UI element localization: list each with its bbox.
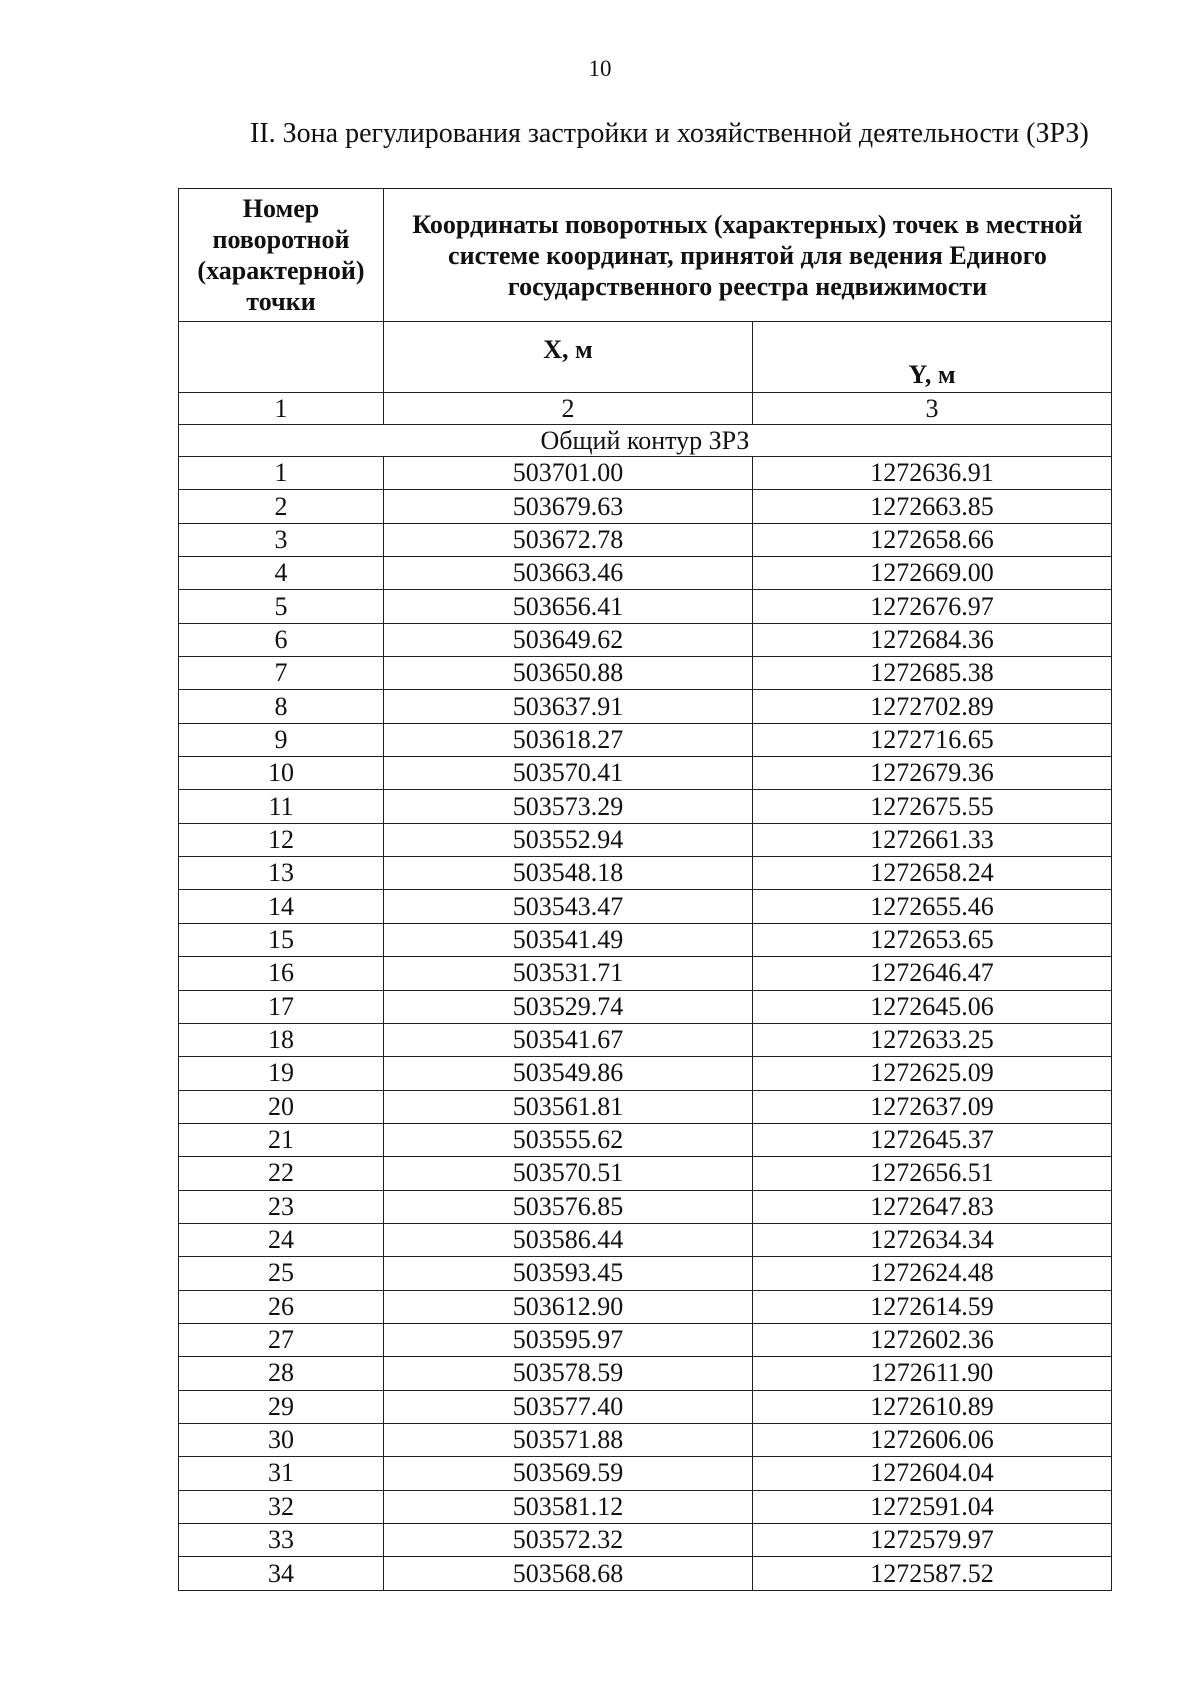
point-number-cell: 23 — [179, 1190, 384, 1223]
table-row — [179, 690, 1112, 723]
x-coordinate-cell: 503570.41 — [384, 757, 753, 790]
y-coordinate-cell: 1272625.09 — [753, 1057, 1112, 1090]
y-coordinate-cell: 1272633.25 — [753, 1023, 1112, 1056]
y-coordinate-cell: 1272610.89 — [753, 1390, 1112, 1423]
table-row — [179, 957, 1112, 990]
y-coordinate-cell: 1272679.36 — [753, 757, 1112, 790]
table-row — [179, 457, 1112, 490]
table-row — [179, 823, 1112, 856]
x-coordinate-cell: 503561.81 — [384, 1090, 753, 1123]
table-row — [179, 1057, 1112, 1090]
table-row — [179, 1190, 1112, 1223]
y-coordinate-cell: 1272685.38 — [753, 657, 1112, 690]
y-coordinate-cell: 1272604.04 — [753, 1457, 1112, 1490]
point-number-cell: 13 — [179, 857, 384, 890]
table-subheader-row — [179, 322, 1112, 393]
header-x: X, м — [384, 322, 753, 393]
point-number-cell: 15 — [179, 923, 384, 956]
point-number-cell: 33 — [179, 1524, 384, 1557]
x-coordinate-cell: 503581.12 — [384, 1490, 753, 1523]
point-number-cell: 19 — [179, 1057, 384, 1090]
y-coordinate-cell: 1272656.51 — [753, 1157, 1112, 1190]
x-coordinate-cell: 503570.51 — [384, 1157, 753, 1190]
x-coordinate-cell: 503650.88 — [384, 657, 753, 690]
point-number-cell: 24 — [179, 1223, 384, 1256]
table-row — [179, 923, 1112, 956]
y-coordinate-cell: 1272614.59 — [753, 1290, 1112, 1323]
x-coordinate-cell: 503649.62 — [384, 623, 753, 656]
table-row — [179, 623, 1112, 656]
x-coordinate-cell: 503593.45 — [384, 1257, 753, 1290]
y-coordinate-cell: 1272647.83 — [753, 1190, 1112, 1223]
table-row — [179, 1123, 1112, 1156]
x-coordinate-cell: 503679.63 — [384, 490, 753, 523]
table-row — [179, 990, 1112, 1023]
x-coordinate-cell: 503612.90 — [384, 1290, 753, 1323]
table-row — [179, 1557, 1112, 1590]
table-row — [179, 1390, 1112, 1423]
x-coordinate-cell: 503568.68 — [384, 1557, 753, 1590]
x-coordinate-cell: 503543.47 — [384, 890, 753, 923]
table-row — [179, 1290, 1112, 1323]
table-row — [179, 1457, 1112, 1490]
y-coordinate-cell: 1272676.97 — [753, 590, 1112, 623]
table-row — [179, 1090, 1112, 1123]
y-coordinate-cell: 1272702.89 — [753, 690, 1112, 723]
y-coordinate-cell: 1272663.85 — [753, 490, 1112, 523]
table-header-row — [179, 189, 1112, 322]
table-row — [179, 857, 1112, 890]
x-coordinate-cell: 503531.71 — [384, 957, 753, 990]
point-number-cell: 28 — [179, 1357, 384, 1390]
point-number-cell: 16 — [179, 957, 384, 990]
point-number-cell: 34 — [179, 1557, 384, 1590]
point-number-cell: 18 — [179, 1023, 384, 1056]
point-number-cell: 31 — [179, 1457, 384, 1490]
point-number-cell: 7 — [179, 657, 384, 690]
table-row — [179, 523, 1112, 556]
point-number-cell: 4 — [179, 557, 384, 590]
y-coordinate-cell: 1272637.09 — [753, 1090, 1112, 1123]
table-row — [179, 590, 1112, 623]
y-coordinate-cell: 1272675.55 — [753, 790, 1112, 823]
point-number-cell: 32 — [179, 1490, 384, 1523]
x-coordinate-cell: 503541.49 — [384, 923, 753, 956]
table-row — [179, 790, 1112, 823]
x-coordinate-cell: 503586.44 — [384, 1223, 753, 1256]
table-row — [179, 1423, 1112, 1456]
y-coordinate-cell: 1272645.37 — [753, 1123, 1112, 1156]
x-coordinate-cell: 503656.41 — [384, 590, 753, 623]
x-coordinate-cell: 503637.91 — [384, 690, 753, 723]
table-row — [179, 557, 1112, 590]
y-coordinate-cell: 1272587.52 — [753, 1557, 1112, 1590]
point-number-cell: 8 — [179, 690, 384, 723]
x-coordinate-cell: 503549.86 — [384, 1057, 753, 1090]
x-coordinate-cell: 503548.18 — [384, 857, 753, 890]
x-coordinate-cell: 503672.78 — [384, 523, 753, 556]
y-coordinate-cell: 1272716.65 — [753, 723, 1112, 756]
point-number-cell: 9 — [179, 723, 384, 756]
table-row — [179, 1357, 1112, 1390]
point-number-cell: 1 — [179, 457, 384, 490]
y-coordinate-cell: 1272684.36 — [753, 623, 1112, 656]
table-row — [179, 1223, 1112, 1256]
x-coordinate-cell: 503701.00 — [384, 457, 753, 490]
y-coordinate-cell: 1272611.90 — [753, 1357, 1112, 1390]
x-coordinate-cell: 503541.67 — [384, 1023, 753, 1056]
y-coordinate-cell: 1272658.24 — [753, 857, 1112, 890]
point-number-cell: 2 — [179, 490, 384, 523]
column-number: 3 — [753, 393, 1112, 425]
point-number-cell: 12 — [179, 823, 384, 856]
table-row — [179, 1524, 1112, 1557]
point-number-cell: 26 — [179, 1290, 384, 1323]
table-row — [179, 1490, 1112, 1523]
table-row — [179, 657, 1112, 690]
x-coordinate-cell: 503618.27 — [384, 723, 753, 756]
point-number-cell: 3 — [179, 523, 384, 556]
y-coordinate-cell: 1272669.00 — [753, 557, 1112, 590]
table-row — [179, 1323, 1112, 1356]
y-coordinate-cell: 1272624.48 — [753, 1257, 1112, 1290]
table-row — [179, 723, 1112, 756]
column-number-row — [179, 393, 1112, 425]
x-coordinate-cell: 503595.97 — [384, 1323, 753, 1356]
x-coordinate-cell: 503577.40 — [384, 1390, 753, 1423]
x-coordinate-cell: 503578.59 — [384, 1357, 753, 1390]
point-number-cell: 27 — [179, 1323, 384, 1356]
point-number-cell: 20 — [179, 1090, 384, 1123]
table-row — [179, 1023, 1112, 1056]
table-row — [179, 1257, 1112, 1290]
coordinates-table — [178, 188, 1112, 1591]
point-number-cell: 10 — [179, 757, 384, 790]
y-coordinate-cell: 1272646.47 — [753, 957, 1112, 990]
point-number-cell: 22 — [179, 1157, 384, 1190]
point-number-cell: 6 — [179, 623, 384, 656]
x-coordinate-cell: 503569.59 — [384, 1457, 753, 1490]
header-point-empty — [179, 322, 384, 393]
x-coordinate-cell: 503576.85 — [384, 1190, 753, 1223]
y-coordinate-cell: 1272602.36 — [753, 1323, 1112, 1356]
y-coordinate-cell: 1272634.34 — [753, 1223, 1112, 1256]
y-coordinate-cell: 1272591.04 — [753, 1490, 1112, 1523]
x-coordinate-cell: 503663.46 — [384, 557, 753, 590]
page-number: 10 — [588, 56, 612, 81]
column-number: 1 — [179, 393, 384, 425]
point-number-cell: 30 — [179, 1423, 384, 1456]
contour-row — [179, 425, 1112, 457]
section-title: II. Зона регулирования застройки и хозяйственной деятельности (ЗРЗ) — [250, 118, 1089, 149]
contour-label: Общий контур ЗРЗ — [179, 425, 1112, 457]
y-coordinate-cell: 1272655.46 — [753, 890, 1112, 923]
x-coordinate-cell: 503572.32 — [384, 1524, 753, 1557]
x-coordinate-cell: 503529.74 — [384, 990, 753, 1023]
column-number: 2 — [384, 393, 753, 425]
y-coordinate-cell: 1272653.65 — [753, 923, 1112, 956]
y-coordinate-cell: 1272645.06 — [753, 990, 1112, 1023]
y-coordinate-cell: 1272658.66 — [753, 523, 1112, 556]
point-number-cell: 5 — [179, 590, 384, 623]
point-number-cell: 29 — [179, 1390, 384, 1423]
point-number-cell: 14 — [179, 890, 384, 923]
y-coordinate-cell: 1272606.06 — [753, 1423, 1112, 1456]
x-coordinate-cell: 503552.94 — [384, 823, 753, 856]
point-number-cell: 11 — [179, 790, 384, 823]
x-coordinate-cell: 503573.29 — [384, 790, 753, 823]
point-number-cell: 21 — [179, 1123, 384, 1156]
header-point-number: Номер поворотной (характерной) точки — [179, 189, 384, 322]
x-coordinate-cell: 503571.88 — [384, 1423, 753, 1456]
point-number-cell: 17 — [179, 990, 384, 1023]
header-coordinates: Координаты поворотных (характерных) точек в местной системе координат, принятой для ведения Единого государственного реестра недвижимости — [384, 189, 1112, 322]
point-number-cell: 25 — [179, 1257, 384, 1290]
table-row — [179, 890, 1112, 923]
table-row — [179, 757, 1112, 790]
y-coordinate-cell: 1272636.91 — [753, 457, 1112, 490]
y-coordinate-cell: 1272661.33 — [753, 823, 1112, 856]
header-y: Y, м — [753, 322, 1112, 393]
table-row — [179, 490, 1112, 523]
table-row — [179, 1157, 1112, 1190]
y-coordinate-cell: 1272579.97 — [753, 1524, 1112, 1557]
x-coordinate-cell: 503555.62 — [384, 1123, 753, 1156]
